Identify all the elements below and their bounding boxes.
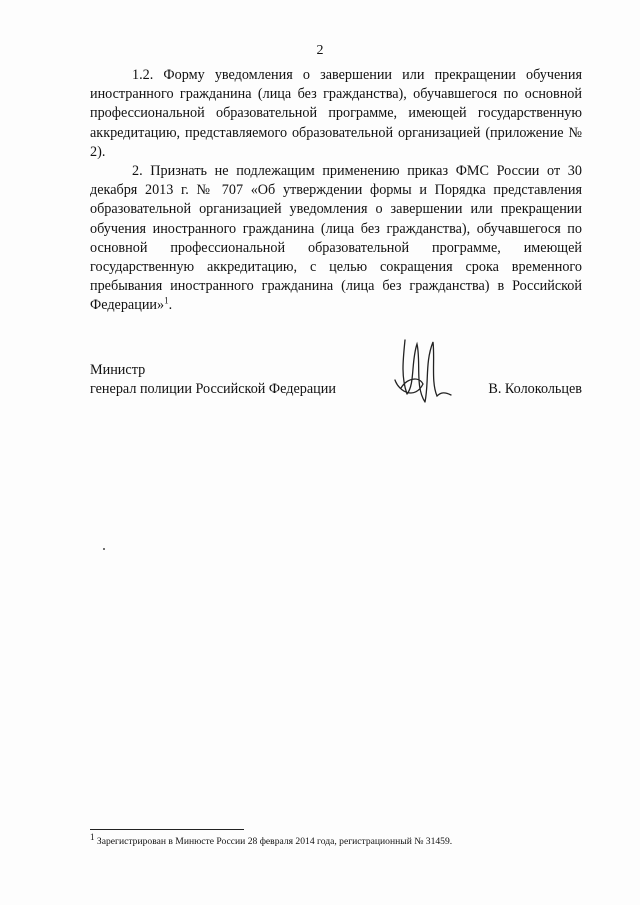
footnote-text: Зарегистрирован в Минюсте России 28 февраля 2014 года, регистрационный № 31459. (96, 836, 453, 847)
paragraph-1-2-text: 1.2. Форму уведомления о завершении или прекращении обучения иностранного гражданина (лица без гражданства), обучавшегося по основной профессиональной образовательной программе, имеющей государственную аккредитацию, представляемого образовательной организацией (приложение № 2). (90, 67, 582, 160)
footnote-reference[interactable]: 1 (164, 295, 169, 306)
footnote (90, 831, 590, 848)
footnote-marker: 1 (90, 831, 95, 842)
signature-block (90, 362, 582, 422)
paragraph-2-end: . (168, 297, 173, 314)
paragraph-2 (90, 162, 582, 316)
signatory-name: В. Колокольцев (488, 381, 582, 397)
footnote-separator (90, 829, 244, 830)
paragraph-2-text: 2. Признать не подлежащим применению приказ ФМС России от 30 декабря 2013 г. № 707 «Об утверждении формы и Порядка представления образовательной организацией уведомления о завершении или прекращении обучения иностранного гражданина (лица без гражданства), обучавшегося по основной профессиональной образовательной программе, имеющей государственную аккредитацию, с целью сокращения срока временного пребывания иностранного гражданина (лица без гражданства) в Российской Федерации» (90, 163, 582, 314)
document-body (90, 66, 582, 316)
signatory-position: Министр (90, 362, 146, 378)
scan-speck (103, 548, 105, 550)
paragraph-1-2 (90, 66, 582, 162)
handwritten-signature (385, 332, 465, 412)
page-number: 2 (316, 43, 324, 58)
signatory-rank: генерал полиции Российской Федерации (90, 381, 336, 397)
